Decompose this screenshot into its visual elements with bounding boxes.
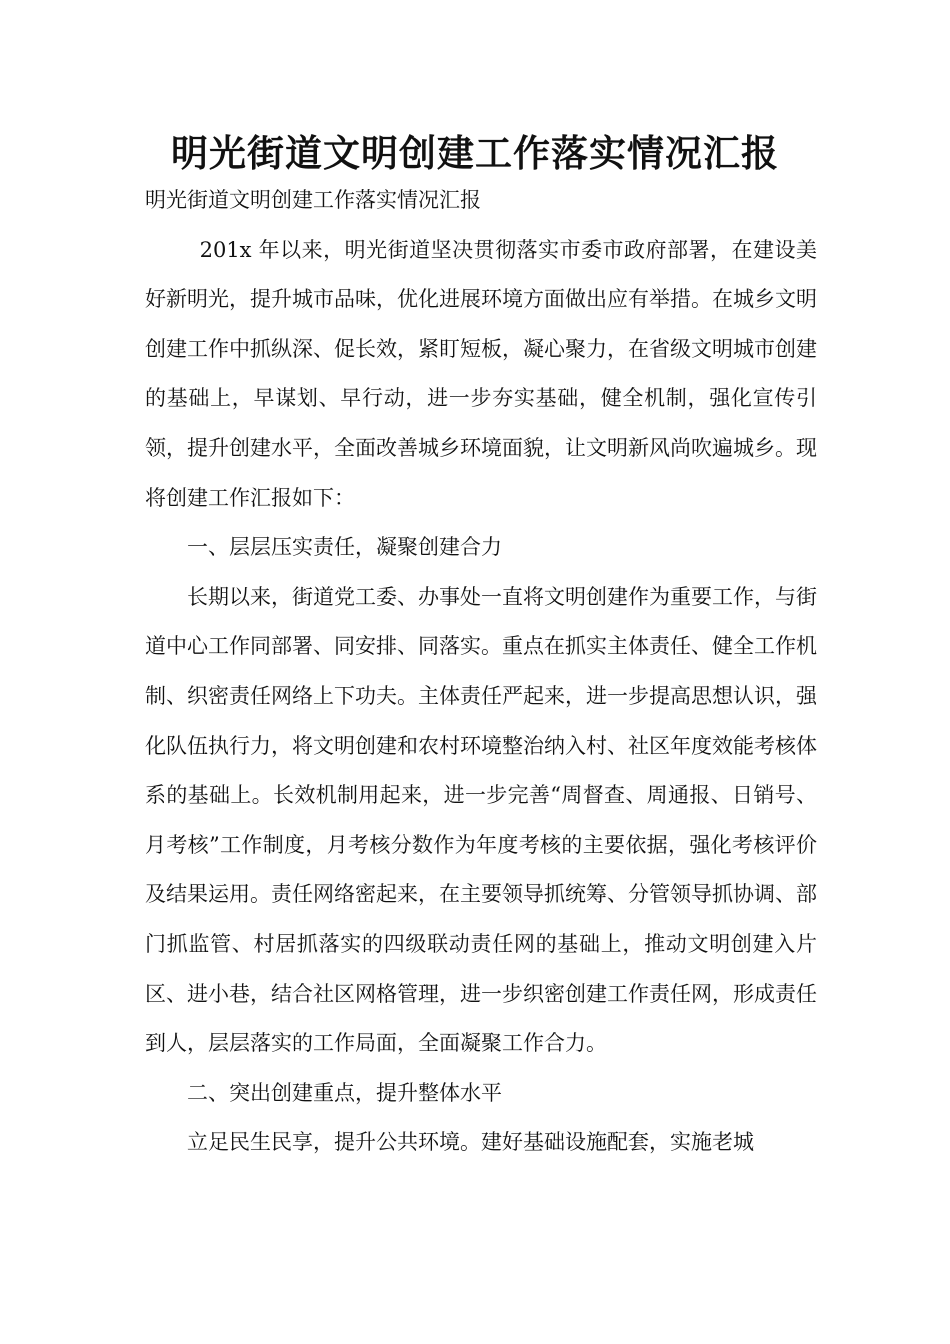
- section-heading-2: 二、突出创建重点，提升整体水平: [187, 1080, 502, 1105]
- paragraph-intro: 201x 年以来，明光街道坚决贯彻落实市委市政府部署，在建设美好新明光，提升城市品味，优化进展环境方面做出应有举措。在城乡文明创建工作中抓纵深、促长效，紧盯短板，凝心聚力，在省级文明城市创建的基础上，早谋划、早行动，进一步夯实基础，健全机制，强化宣传引领，提升创建水平，全面改善城乡环境面貌，让文明新风尚吹遍城乡。现将创建工作汇报如下：: [145, 237, 817, 510]
- section-heading-1: 一、层层压实责任，凝聚创建合力: [187, 535, 502, 560]
- paragraph-section-2: 立足民生民享，提升公共环境。建好基础设施配套，实施老城: [187, 1130, 754, 1155]
- document-body: [145, 176, 817, 1168]
- document-title: 明光街道文明创建工作落实情况汇报: [171, 132, 779, 175]
- paragraph-section-1: 长期以来，街道党工委、办事处一直将文明创建作为重要工作，与街道中心工作同部署、同安排、同落实。重点在抓实主体责任、健全工作机制、织密责任网络上下功夫。主体责任严起来，进一步提高思想认识，强化队伍执行力，将文明创建和农村环境整治纳入村、社区年度效能考核体系的基础上。长效机制用起来，进一步完善“周督查、周通报、日销号、月考核”工作制度，月考核分数作为年度考核的主要依据，强化考核评价及结果运用。责任网络密起来，在主要领导抓统筹、分管领导抓协调、部门抓监管、村居抓落实的四级联动责任网的基础上，推动文明创建入片区、进小巷，结合社区网格管理，进一步织密创建工作责任网，形成责任到人，层层落实的工作局面，全面凝聚工作合力。: [145, 584, 817, 1056]
- document-subtitle: 明光街道文明创建工作落实情况汇报: [145, 188, 481, 212]
